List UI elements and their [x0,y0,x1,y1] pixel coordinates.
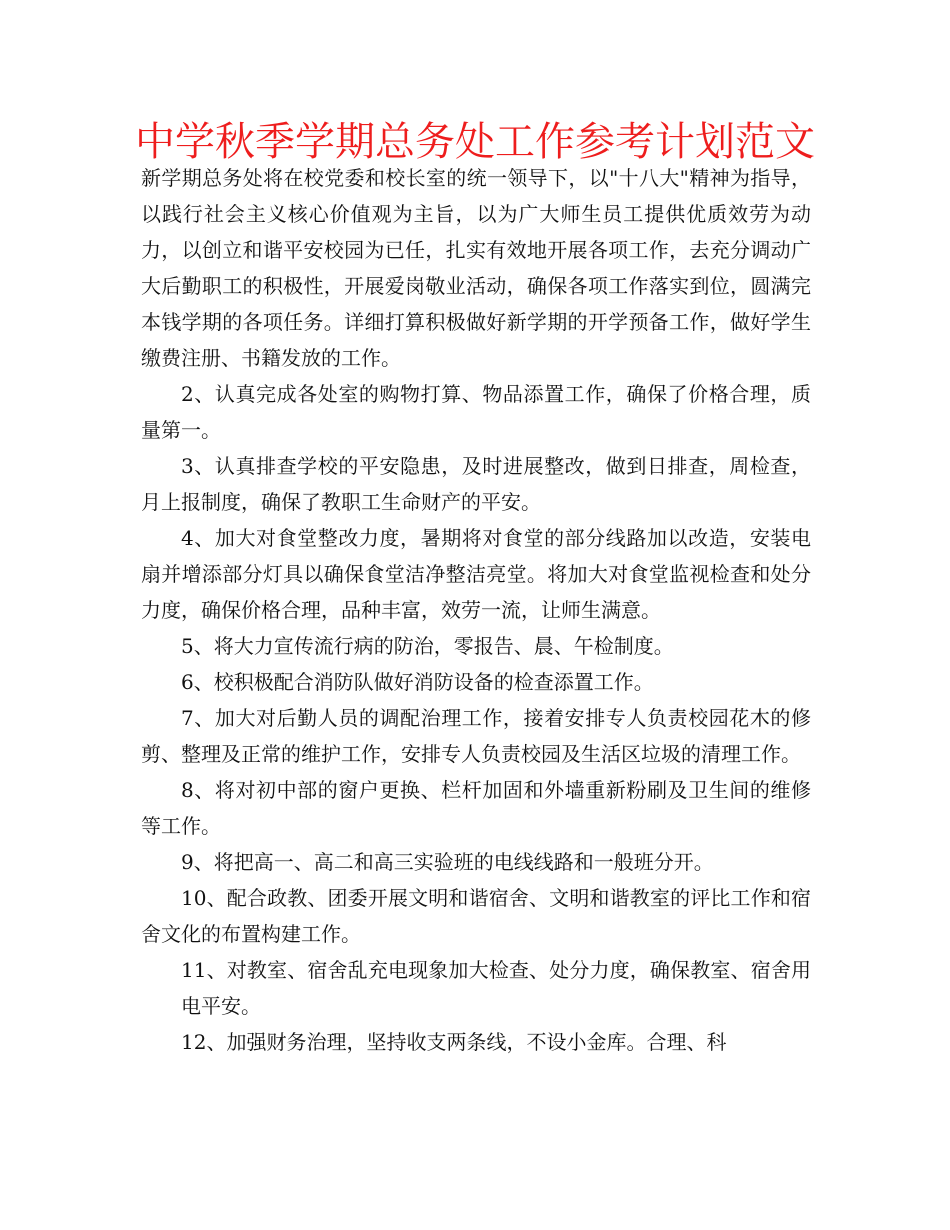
paragraph-item-10: 10、配合政教、团委开展文明和谐宿舍、文明和谐教室的评比工作和宿舍文化的布置构建工作。 [141,886,811,946]
paragraph-item-4: 4、加大对食堂整改力度，暑期将对食堂的部分线路加以改造，安装电扇并增添部分灯具以确保食堂洁净整洁亮堂。将加大对食堂监视检查和处分力度，确保价格合理，品种丰富，效劳一流，让师生满意。 [141,526,811,622]
paragraph-item-8: 8、将对初中部的窗户更换、栏杆加固和外墙重新粉刷及卫生间的维修等工作。 [141,778,811,838]
paragraph-item-6: 6、校积极配合消防队做好消防设备的检查添置工作。 [181,670,654,694]
document-title: 中学秋季学期总务处工作参考计划范文 [135,119,815,165]
paragraph-item-12: 12、加强财务治理，坚持收支两条线，不设小金库。合理、科 [181,1030,727,1054]
paragraph-intro: 新学期总务处将在校党委和校长室的统一领导下，以"十八大"精神为指导，以践行社会主义核心价值观为主旨，以为广大师生员工提供优质效劳为动力，以创立和谐平安校园为已任，扎实有效地开展各项工作，去充分调动广大后勤职工的积极性，开展爱岗敬业活动，确保各项工作落实到位，圆满完本钱学期的各项任务。详细打算积极做好新学期的开学预备工作，做好学生缴费注册、书籍发放的工作。 [141,166,811,370]
paragraph-item-11: 11、对教室、宿舍乱充电现象加大检查、处分力度，确保教室、宿舍用电平安。 [181,958,811,1018]
paragraph-item-7: 7、加大对后勤人员的调配治理工作，接着安排专人负责校园花木的修剪、整理及正常的维护工作，安排专人负责校园及生活区垃圾的清理工作。 [141,706,811,766]
document-body [141,160,811,1060]
paragraph-item-2: 2、认真完成各处室的购物打算、物品添置工作，确保了价格合理，质量第一。 [141,382,811,442]
paragraph-item-3: 3、认真排查学校的平安隐患，及时进展整改，做到日排查，周检查，月上报制度，确保了教职工生命财产的平安。 [141,454,811,514]
paragraph-item-5: 5、将大力宣传流行病的防治，零报告、晨、午检制度。 [181,634,674,658]
paragraph-item-9: 9、将把高一、高二和高三实验班的电线线路和一般班分开。 [181,850,714,874]
